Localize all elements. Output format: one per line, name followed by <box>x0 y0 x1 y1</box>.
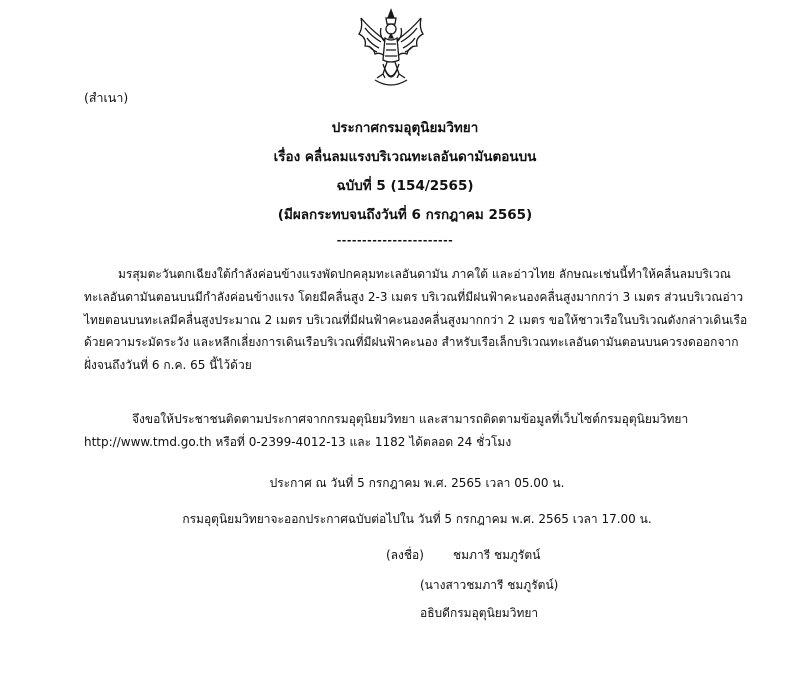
title-divider: ----------------------- <box>336 234 454 247</box>
paragraph-contact-info <box>84 408 724 454</box>
paragraph-line: http://www.tmd.go.th หรือที่ 0-2399-4012-13 และ 1182 ได้ตลอด 24 ชั่วโมง <box>84 434 512 449</box>
signature-position: อธิบดีกรมอุตุนิยมวิทยา <box>420 606 539 620</box>
paragraph-line: ไทยตอนบนทะเลมีคลื่นสูงประมาณ 2 เมตร บริเวณที่มีฝนฟ้าคะนองคลื่นสูงมากกว่า 2 เมตร ขอให้ชาวเรือในบริเวณดังกล่าวเดินเรือ <box>84 312 748 327</box>
paragraph-weather-details <box>84 263 748 377</box>
paragraph-line: ด้วยความระมัดระวัง และหลีกเลี่ยงการเดินเรือบริเวณที่มีฝนฟ้าคะนอง สำหรับเรือเล็กบริเวณทะเลอันดามันตอนบนควรงดออกจาก <box>84 335 739 350</box>
announcement-subject: เรื่อง คลื่นลมแรงบริเวณทะเลอันดามันตอนบน <box>273 149 537 165</box>
signature-full-name: (นางสาวชมภารี ชมภูรัตน์) <box>420 578 559 592</box>
paragraph-line: มรสุมตะวันตกเฉียงใต้กำลังค่อนข้างแรงพัดปกคลุมทะเลอันดามัน ภาคใต้ และอ่าวไทย ลักษณะเช่นนี้ทำให้คลื่นลมบริเวณ <box>118 267 731 281</box>
signature-label: (ลงชื่อ) <box>386 548 424 562</box>
garuda-emblem-icon <box>355 8 427 92</box>
paragraph-line: ฝั่งจนถึงวันที่ 6 ก.ค. 65 นี้ไว้ด้วย <box>84 358 252 373</box>
paragraph-line: ทะเลอันดามันตอนบนมีกำลังค่อนข้างแรง โดยมีคลื่นสูง 2-3 เมตร บริเวณที่มีฝนฟ้าคะนองคลื่นสูงมากกว่า 3 เมตร ส่วนบริเวณอ่าว <box>84 289 744 304</box>
signature-name: ชมภารี ชมภูรัตน์ <box>453 548 541 562</box>
paragraph-line: จึงขอให้ประชาชนติดตามประกาศจากกรมอุตุนิยมวิทยา และสามารถติดตามข้อมูลที่เว็บไซต์กรมอุตุนิยมวิทยา <box>132 412 689 426</box>
next-issue-notice: กรมอุตุนิยมวิทยาจะออกประกาศฉบับต่อไปใน วันที่ 5 กรกฎาคม พ.ศ. 2565 เวลา 17.00 น. <box>182 512 652 526</box>
effective-period: (มีผลกระทบจนถึงวันที่ 6 กรกฎาคม 2565) <box>277 207 533 223</box>
issue-number: ฉบับที่ 5 (154/2565) <box>336 178 474 194</box>
issued-datetime: ประกาศ ณ วันที่ 5 กรกฎาคม พ.ศ. 2565 เวลา 05.00 น. <box>269 476 565 490</box>
announcement-title: ประกาศกรมอุตุนิยมวิทยา <box>331 120 479 136</box>
copy-label: (สำเนา) <box>84 90 129 105</box>
